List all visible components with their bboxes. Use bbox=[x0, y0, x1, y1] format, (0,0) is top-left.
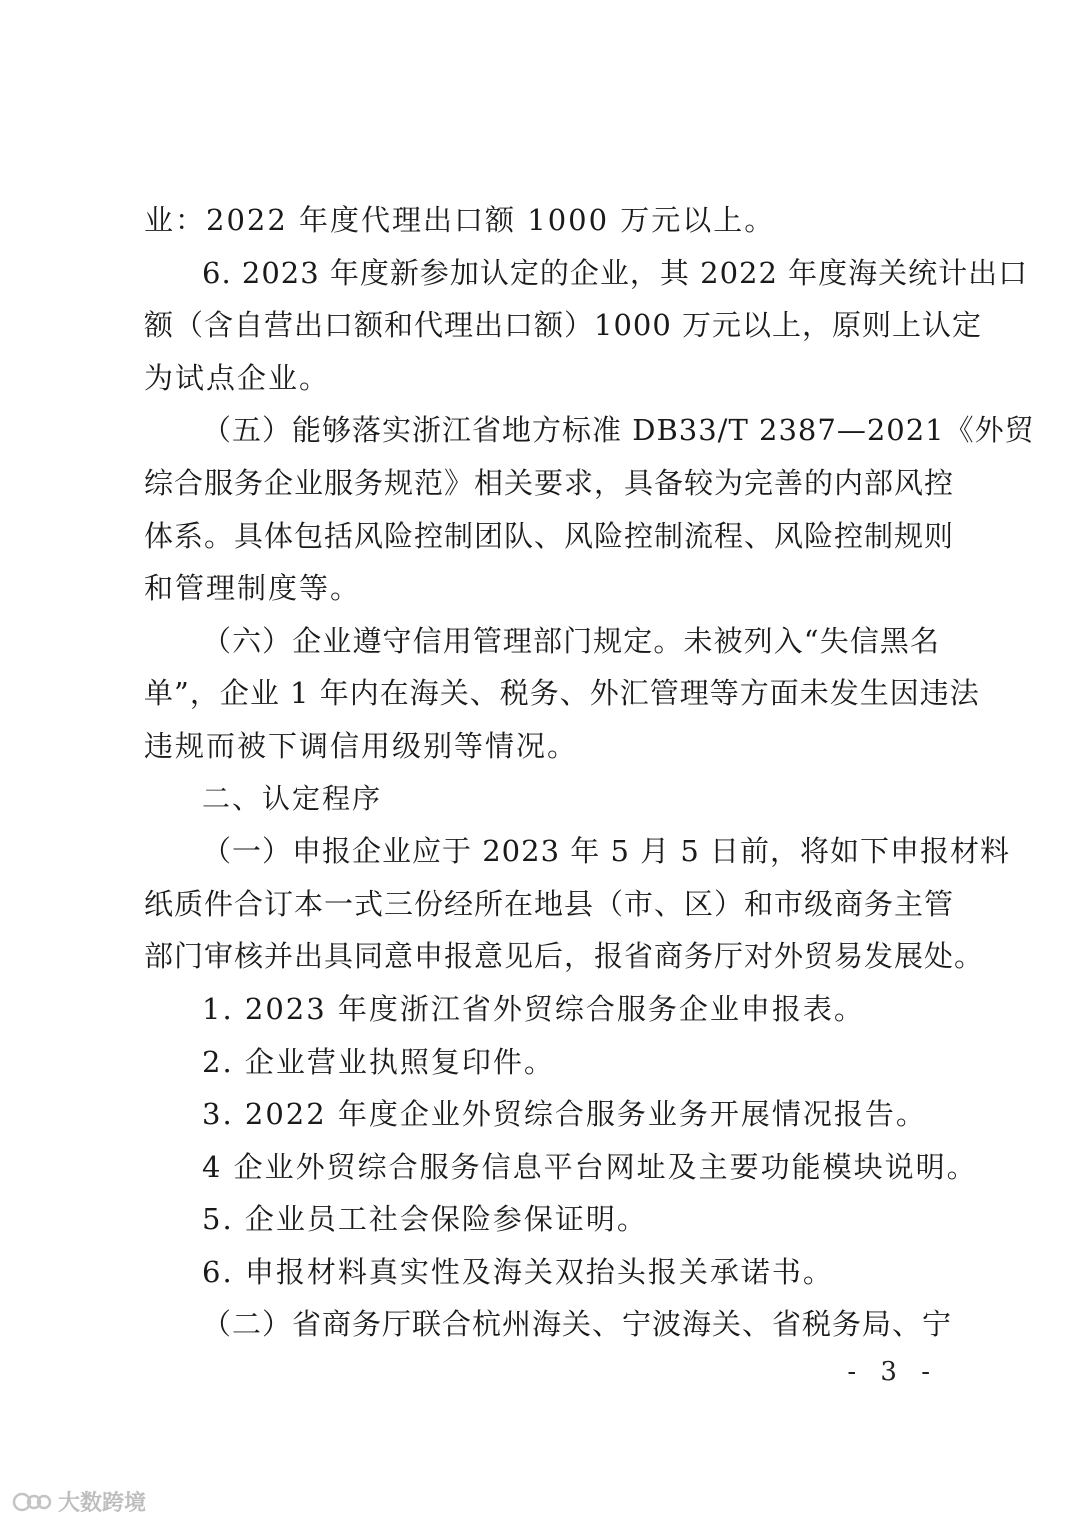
body-text bbox=[144, 194, 1035, 1351]
text-line: 单”，企业 1 年内在海关、税务、外汇管理等方面未发生因违法 bbox=[144, 676, 980, 711]
watermark-text: 大数跨境 bbox=[58, 1491, 147, 1516]
text-line: 体系。具体包括风险控制团队、风险控制流程、风险控制规则 bbox=[144, 518, 955, 553]
text-line: （五）能够落实浙江省地方标准 DB33/T 2387—2021《外贸 bbox=[202, 413, 1035, 448]
section-heading: 二、认定程序 bbox=[202, 781, 383, 815]
text-line: 部门审核并出具同意申报意见后，报省商务厅对外贸易发展处。 bbox=[144, 939, 985, 974]
text-line: 和管理制度等。 bbox=[144, 571, 362, 606]
text-line: （六）企业遵守信用管理部门规定。未被列入“失信黑名 bbox=[202, 623, 940, 658]
text-line: （一）申报企业应于 2023 年 5 月 5 日前，将如下申报材料 bbox=[202, 834, 1011, 869]
text-line: 为试点企业。 bbox=[144, 360, 331, 395]
list-item: 2. 企业营业执照复印件。 bbox=[202, 1044, 555, 1079]
text-line: 违规而被下调信用级别等情况。 bbox=[144, 728, 579, 763]
text-line: 6. 2023 年度新参加认定的企业，其 2022 年度海关统计出口 bbox=[202, 255, 1029, 290]
list-item: 6. 申报材料真实性及海关双抬头报关承诺书。 bbox=[202, 1254, 834, 1289]
text-line: 额（含自营出口额和代理出口额）1000 万元以上，原则上认定 bbox=[144, 308, 983, 343]
text-line: 纸质件合订本一式三份经所在地县（市、区）和市级商务主管 bbox=[144, 886, 955, 921]
watermark bbox=[12, 1486, 146, 1517]
list-item: 3. 2022 年度企业外贸综合服务业务开展情况报告。 bbox=[202, 1097, 927, 1132]
text-line: （二）省商务厅联合杭州海关、宁波海关、省税务局、宁 bbox=[202, 1307, 953, 1342]
text-line: 业：2022 年度代理出口额 1000 万元以上。 bbox=[144, 203, 776, 237]
list-item: 1. 2023 年度浙江省外贸综合服务企业申报表。 bbox=[202, 991, 865, 1026]
text-line: 综合服务企业服务规范》相关要求，具备较为完善的内部风控 bbox=[144, 465, 955, 500]
page-number: - 3 - bbox=[847, 1357, 938, 1387]
list-item: 4 企业外贸综合服务信息平台网址及主要功能模块说明。 bbox=[202, 1149, 978, 1184]
watermark-logo-icon bbox=[12, 1490, 52, 1514]
list-item: 5. 企业员工社会保险参保证明。 bbox=[202, 1202, 648, 1237]
